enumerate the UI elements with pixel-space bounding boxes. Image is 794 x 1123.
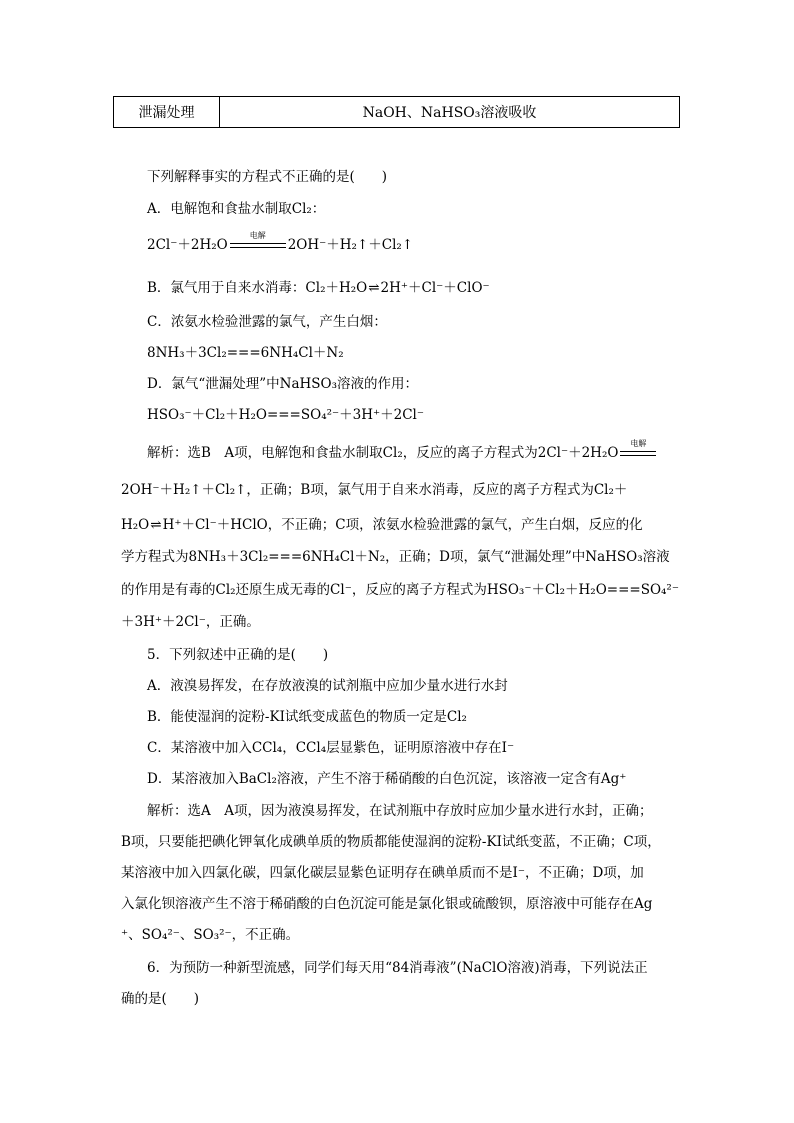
- q5-explanation-line3: 某溶液中加入四氯化碳，四氯化碳层显紫色证明存在碘单质而不是I⁻，不正确；D项，加: [121, 865, 644, 881]
- q4-option-c-equation: 8NH₃＋3Cl₂===6NH₄Cl＋N₂: [147, 345, 344, 361]
- electrolysis-equals-sign: [620, 439, 656, 456]
- q4-option-d-label: D．氯气“泄漏处理”中NaHSO₃溶液的作用：: [147, 376, 418, 392]
- q5-option-b: B．能使湿润的淀粉-KI试纸变成蓝色的物质一定是Cl₂: [147, 709, 467, 725]
- leak-handling-table: [113, 96, 680, 128]
- q4-explanation-line2: 2OH⁻＋H₂↑＋Cl₂↑，正确；B项，氯气用于自来水消毒，反应的离子方程式为Cl₂＋: [121, 482, 628, 498]
- q5-option-d: D．某溶液加入BaCl₂溶液，产生不溶于稀硝酸的白色沉淀，该溶液一定含有Ag⁺: [147, 771, 627, 787]
- eq-condition: 电解: [630, 439, 647, 448]
- eq-condition: 电解: [249, 231, 266, 240]
- q4-option-d-equation: HSO₃⁻＋Cl₂＋H₂O===SO₄²⁻＋3H⁺＋2Cl⁻: [147, 407, 424, 423]
- q5-option-a: A．液溴易挥发，在存放液溴的试剂瓶中应加少量水进行水封: [147, 678, 508, 694]
- q4-exp-text: 解析：选B A项，电解饱和食盐水制取Cl₂，反应的离子方程式为2Cl⁻＋2H₂O: [147, 445, 619, 461]
- table-cell-label: 泄漏处理: [114, 97, 220, 127]
- q4-exp-text: H₂O: [121, 517, 150, 533]
- q5-explanation-line1: 解析：选A A项，因为液溴易挥发，在试剂瓶中存放时应加少量水进行水封，正确；: [147, 803, 653, 819]
- q4-option-b-text: B．氯气用于自来水消毒：Cl₂＋H₂O: [147, 280, 368, 296]
- q4-option-a-equation: [147, 231, 414, 255]
- q6-stem-line2: 确的是( ): [121, 991, 200, 1007]
- q6-stem-line1: 6．为预防一种新型流感，同学们每天用“84消毒液”(NaClO溶液)消毒，下列说法正: [147, 960, 648, 976]
- q4-explanation-line3: [121, 515, 643, 535]
- q4-explanation-line6: ＋3H⁺＋2Cl⁻，正确。: [121, 614, 260, 630]
- eq-right: 2OH⁻＋H₂↑＋Cl₂↑: [287, 237, 414, 253]
- q4-option-a-label: A．电解饱和食盐水制取Cl₂：: [147, 201, 326, 217]
- reversible-arrow-icon: ⇌: [150, 517, 162, 533]
- q5-stem: 5．下列叙述中正确的是( ): [147, 647, 329, 663]
- q4-stem: 下列解释事实的方程式不正确的是( ): [147, 169, 388, 185]
- q4-explanation-line4: 学方程式为8NH₃＋3Cl₂===6NH₄Cl＋N₂，正确；D项，氯气“泄漏处理”中NaHSO₃溶液: [121, 549, 670, 565]
- q5-explanation-line4: 入氯化钡溶液产生不溶于稀硝酸的白色沉淀可能是氯化银或硫酸钡，原溶液中可能存在Ag: [121, 896, 653, 912]
- eq-left: 2Cl⁻＋2H₂O: [147, 237, 228, 253]
- table-cell-value: NaOH、NaHSO₃溶液吸收: [362, 105, 537, 121]
- q5-explanation-line2: B项，只要能把碘化钾氧化成碘单质的物质都能使湿润的淀粉-KI试纸变蓝，不正确；C项，: [121, 834, 661, 850]
- q4-option-b: [147, 278, 490, 298]
- q4-exp-text: H⁺＋Cl⁻＋HClO，不正确；C项，浓氨水检验泄露的氯气，产生白烟，反应的化: [162, 517, 643, 533]
- q4-option-c-label: C．浓氨水检验泄露的氯气，产生白烟：: [147, 314, 387, 330]
- q4-option-b-text2: 2H⁺＋Cl⁻＋ClO⁻: [380, 280, 490, 296]
- q4-explanation-line1: [147, 439, 658, 463]
- q5-option-c: C．某溶液中加入CCl₄，CCl₄层显紫色，证明原溶液中存在I⁻: [147, 740, 515, 756]
- q5-explanation-line5: ⁺、SO₄²⁻、SO₃²⁻，不正确。: [121, 927, 300, 943]
- reversible-arrow-icon: ⇌: [368, 280, 380, 296]
- q4-explanation-line5: 的作用是有毒的Cl₂还原生成无毒的Cl⁻，反应的离子方程式为HSO₃⁻＋Cl₂＋H₂O===SO₄²⁻: [121, 582, 679, 598]
- electrolysis-equals-sign: [230, 231, 286, 248]
